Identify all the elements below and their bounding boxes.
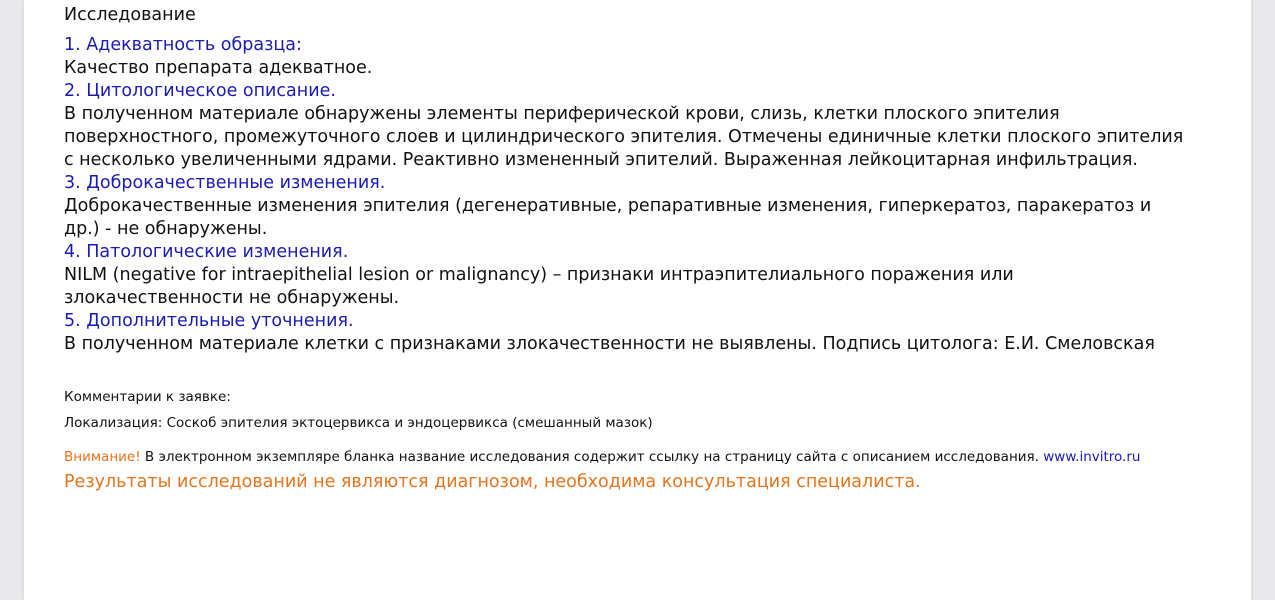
section-heading: 1. Адекватность образца: [64, 35, 302, 55]
section-body: Доброкачественные изменения эпителия (дегенеративные, репаративные изменения, гиперкератоз, паракератоз и др.) - не обнаружены. [64, 196, 1152, 239]
comments-block [64, 388, 1234, 432]
section-body: В полученном материале клетки с признаками злокачественности не выявлены. Подпись цитолога: Е.И. Смеловская [64, 334, 1155, 354]
page-title: Исследование [64, 5, 196, 25]
comments-label: Комментарии к заявке: [64, 389, 231, 405]
section-cytology-description [64, 80, 1234, 172]
section-heading: 4. Патологические изменения. [64, 242, 349, 262]
invitro-link[interactable]: www.invitro.ru [1043, 449, 1141, 465]
section-body: Качество препарата адекватное. [64, 58, 373, 78]
attention-label: Внимание! [64, 449, 141, 465]
document-page [24, 0, 1251, 600]
notice-text: В электронном экземпляре бланка название исследования содержит ссылку на страницу сайта с описанием исследования. [140, 449, 1044, 465]
section-body: В полученном материале обнаружены элементы периферической крови, слизь, клетки плоского эпителия поверхностного, промежуточного слоев и цилиндрического эпителия. Отмечены единичные клетки плоского эпителия с несколько увеличенными ядрами. Реактивно измененный эпителий. Выраженная лейкоцитарная инфильтрация. [64, 104, 1184, 170]
section-heading: 2. Цитологическое описание. [64, 81, 336, 101]
notice-line [64, 448, 1234, 466]
section-heading: 3. Доброкачественные изменения. [64, 173, 386, 193]
disclaimer-text: Результаты исследований не являются диагнозом, необходима консультация специалиста. [64, 472, 921, 492]
section-body: NILM (negative for intraepithelial lesion or malignancy) – признаки интраэпителиального поражения или злокачественности не обнаружены. [64, 265, 1014, 308]
section-heading: 5. Дополнительные уточнения. [64, 311, 354, 331]
section-sample-adequacy [64, 34, 1234, 80]
document-content [64, 4, 1234, 494]
section-additional-notes [64, 310, 1234, 356]
localization-text: Локализация: Соскоб эпителия эктоцервикса и эндоцервикса (смешанный мазок) [64, 415, 653, 431]
section-benign-changes [64, 172, 1234, 241]
section-pathological-changes [64, 241, 1234, 310]
